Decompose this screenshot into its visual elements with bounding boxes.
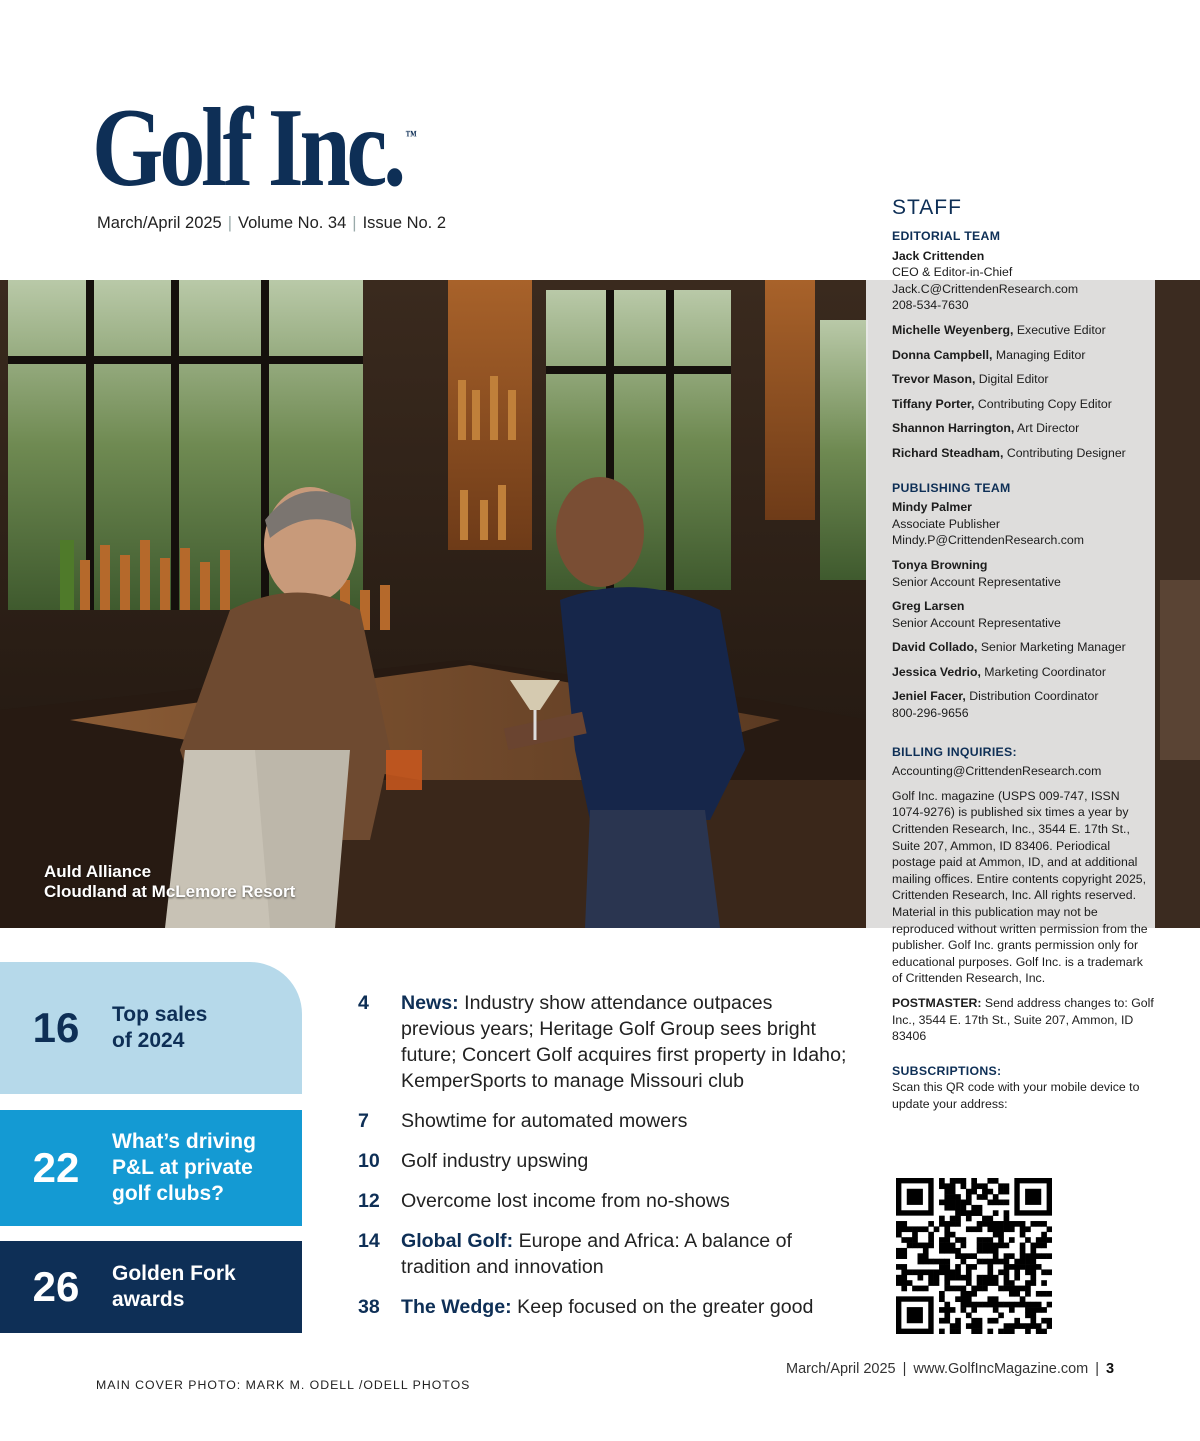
staff-entry: Jeniel Facer, Distribution Coordinator 800-296-9656 [892,689,1099,721]
feature-page-number: 26 [32,1263,80,1310]
staff-entry: Richard Steadham, Contributing Designer [892,445,1126,460]
editorial-team [892,228,1154,462]
toc-item[interactable]: 7 Showtime for automated mowers [358,1110,688,1132]
feature-pl-private-clubs[interactable] [0,1110,302,1226]
feature-top-sales[interactable] [0,962,302,1094]
staff-entry: David Collado, Senior Marketing Manager [892,640,1126,655]
staff-entry: Trevor Mason, Digital Editor [892,372,1049,387]
postmaster-notice: POSTMASTER: Send address changes to: Golf Inc., 3544 E. 17th St., Suite 207, Ammon, ID 83406 [892,995,1154,1044]
feature-golden-fork[interactable] [0,1241,302,1333]
footer-website[interactable]: www.GolfIncMagazine.com [913,1361,1089,1377]
issue-number: Issue No. 2 [362,214,447,232]
feature-page-number: 22 [32,1144,80,1191]
subscriptions-text: Scan this QR code with your mobile device to update your address: [892,1080,1140,1111]
publishing-team [892,480,1154,722]
feature-title: Top sales of 2024 [112,1003,208,1052]
page-footer: March/April 2025 | www.GolfIncMagazine.com | 3 [786,1361,1115,1377]
staff-entry: Tiffany Porter, Contributing Copy Editor [892,396,1112,411]
feature-title: What’s driving P&L at private golf clubs? [112,1130,256,1205]
staff-entry: Tonya Browning Senior Account Representative [892,557,1061,589]
staff-entry: Mindy Palmer Associate Publisher Mindy.P@CrittendenResearch.com [892,499,1154,549]
toc-item[interactable]: 12 Overcome lost income from no-shows [358,1190,730,1212]
email-link[interactable]: Mindy.P@CrittendenResearch.com [892,533,1085,548]
billing-email[interactable]: Accounting@CrittendenResearch.com [892,764,1102,779]
email-link[interactable]: Jack.C@CrittendenResearch.com [892,281,1079,296]
feature-title: Golden Fork awards [112,1262,236,1311]
staff-entry: Greg Larsen Senior Account Representative [892,599,1061,630]
issue-volume: Volume No. 34 [238,214,347,232]
staff-entry: Jack Crittenden CEO & Editor-in-Chief Jack.C@CrittendenResearch.com 208-534-7630 [892,248,1154,314]
billing-section [892,744,1154,1045]
staff-entry: Shannon Harrington, Art Director [892,421,1080,436]
table-of-contents [358,990,848,1334]
magazine-logo: Golf Inc. ™ [92,86,417,210]
staff-entry: Jessica Vedrio, Marketing Coordinator [892,664,1106,679]
issue-date: March/April 2025 [97,214,222,232]
staff-title: STAFF [892,196,962,219]
page-number: 3 [1106,1361,1115,1377]
toc-item[interactable]: 4 News: Industry show attendance outpaces previous years; Heritage Golf Group sees bright future; Concert Golf acquires first property in Idaho; KemperSports to manage Missouri club [358,992,847,1092]
editorial-heading: EDITORIAL TEAM [892,229,1001,243]
feature-page-number: 16 [32,1004,80,1051]
subscriptions-section [892,1063,1154,1113]
staff-entry: Donna Campbell, Managing Editor [892,347,1086,362]
qr-code[interactable] [896,1178,1052,1334]
caption-location: Cloudland at McLemore Resort [44,882,296,901]
caption-title: Auld Alliance [44,862,152,881]
staff-entry: Michelle Weyenberg, Executive Editor [892,322,1106,337]
issue-line: March/April 2025 | Volume No. 34 | Issue No. 2 [97,214,447,232]
toc-item[interactable]: 10 Golf industry upswing [358,1150,589,1172]
toc-item[interactable]: 38 The Wedge: Keep focused on the greater good [358,1296,814,1318]
footer-date: March/April 2025 [786,1361,896,1377]
photo-credit: MAIN COVER PHOTO: MARK M. ODELL /ODELL PHOTOS [96,1378,471,1392]
subscriptions-heading: SUBSCRIPTIONS: [892,1063,1002,1078]
legal-notice: Golf Inc. magazine (USPS 009-747, ISSN 1074-9276) is published six times a year by Crittenden Research, Inc., 3544 E. 17th St., Suite 207, Ammon, ID 83406. Periodical postage paid at Ammon, ID, and at additional mailing offices. Entire contents copyright 2025, Crittenden Research, Inc. All rights reserved. Material in this publication may not be reproduced without written permission from the publisher. Golf Inc. grants permission only for educational purposes. Golf Inc. is a trademark of Crittenden Research, Inc. [892,788,1148,986]
publishing-heading: PUBLISHING TEAM [892,480,1011,495]
photo-caption [44,862,295,902]
billing-heading: BILLING INQUIRIES: [892,744,1017,759]
toc-item[interactable]: 14 Global Golf: Europe and Africa: A balance of tradition and innovation [358,1230,792,1278]
